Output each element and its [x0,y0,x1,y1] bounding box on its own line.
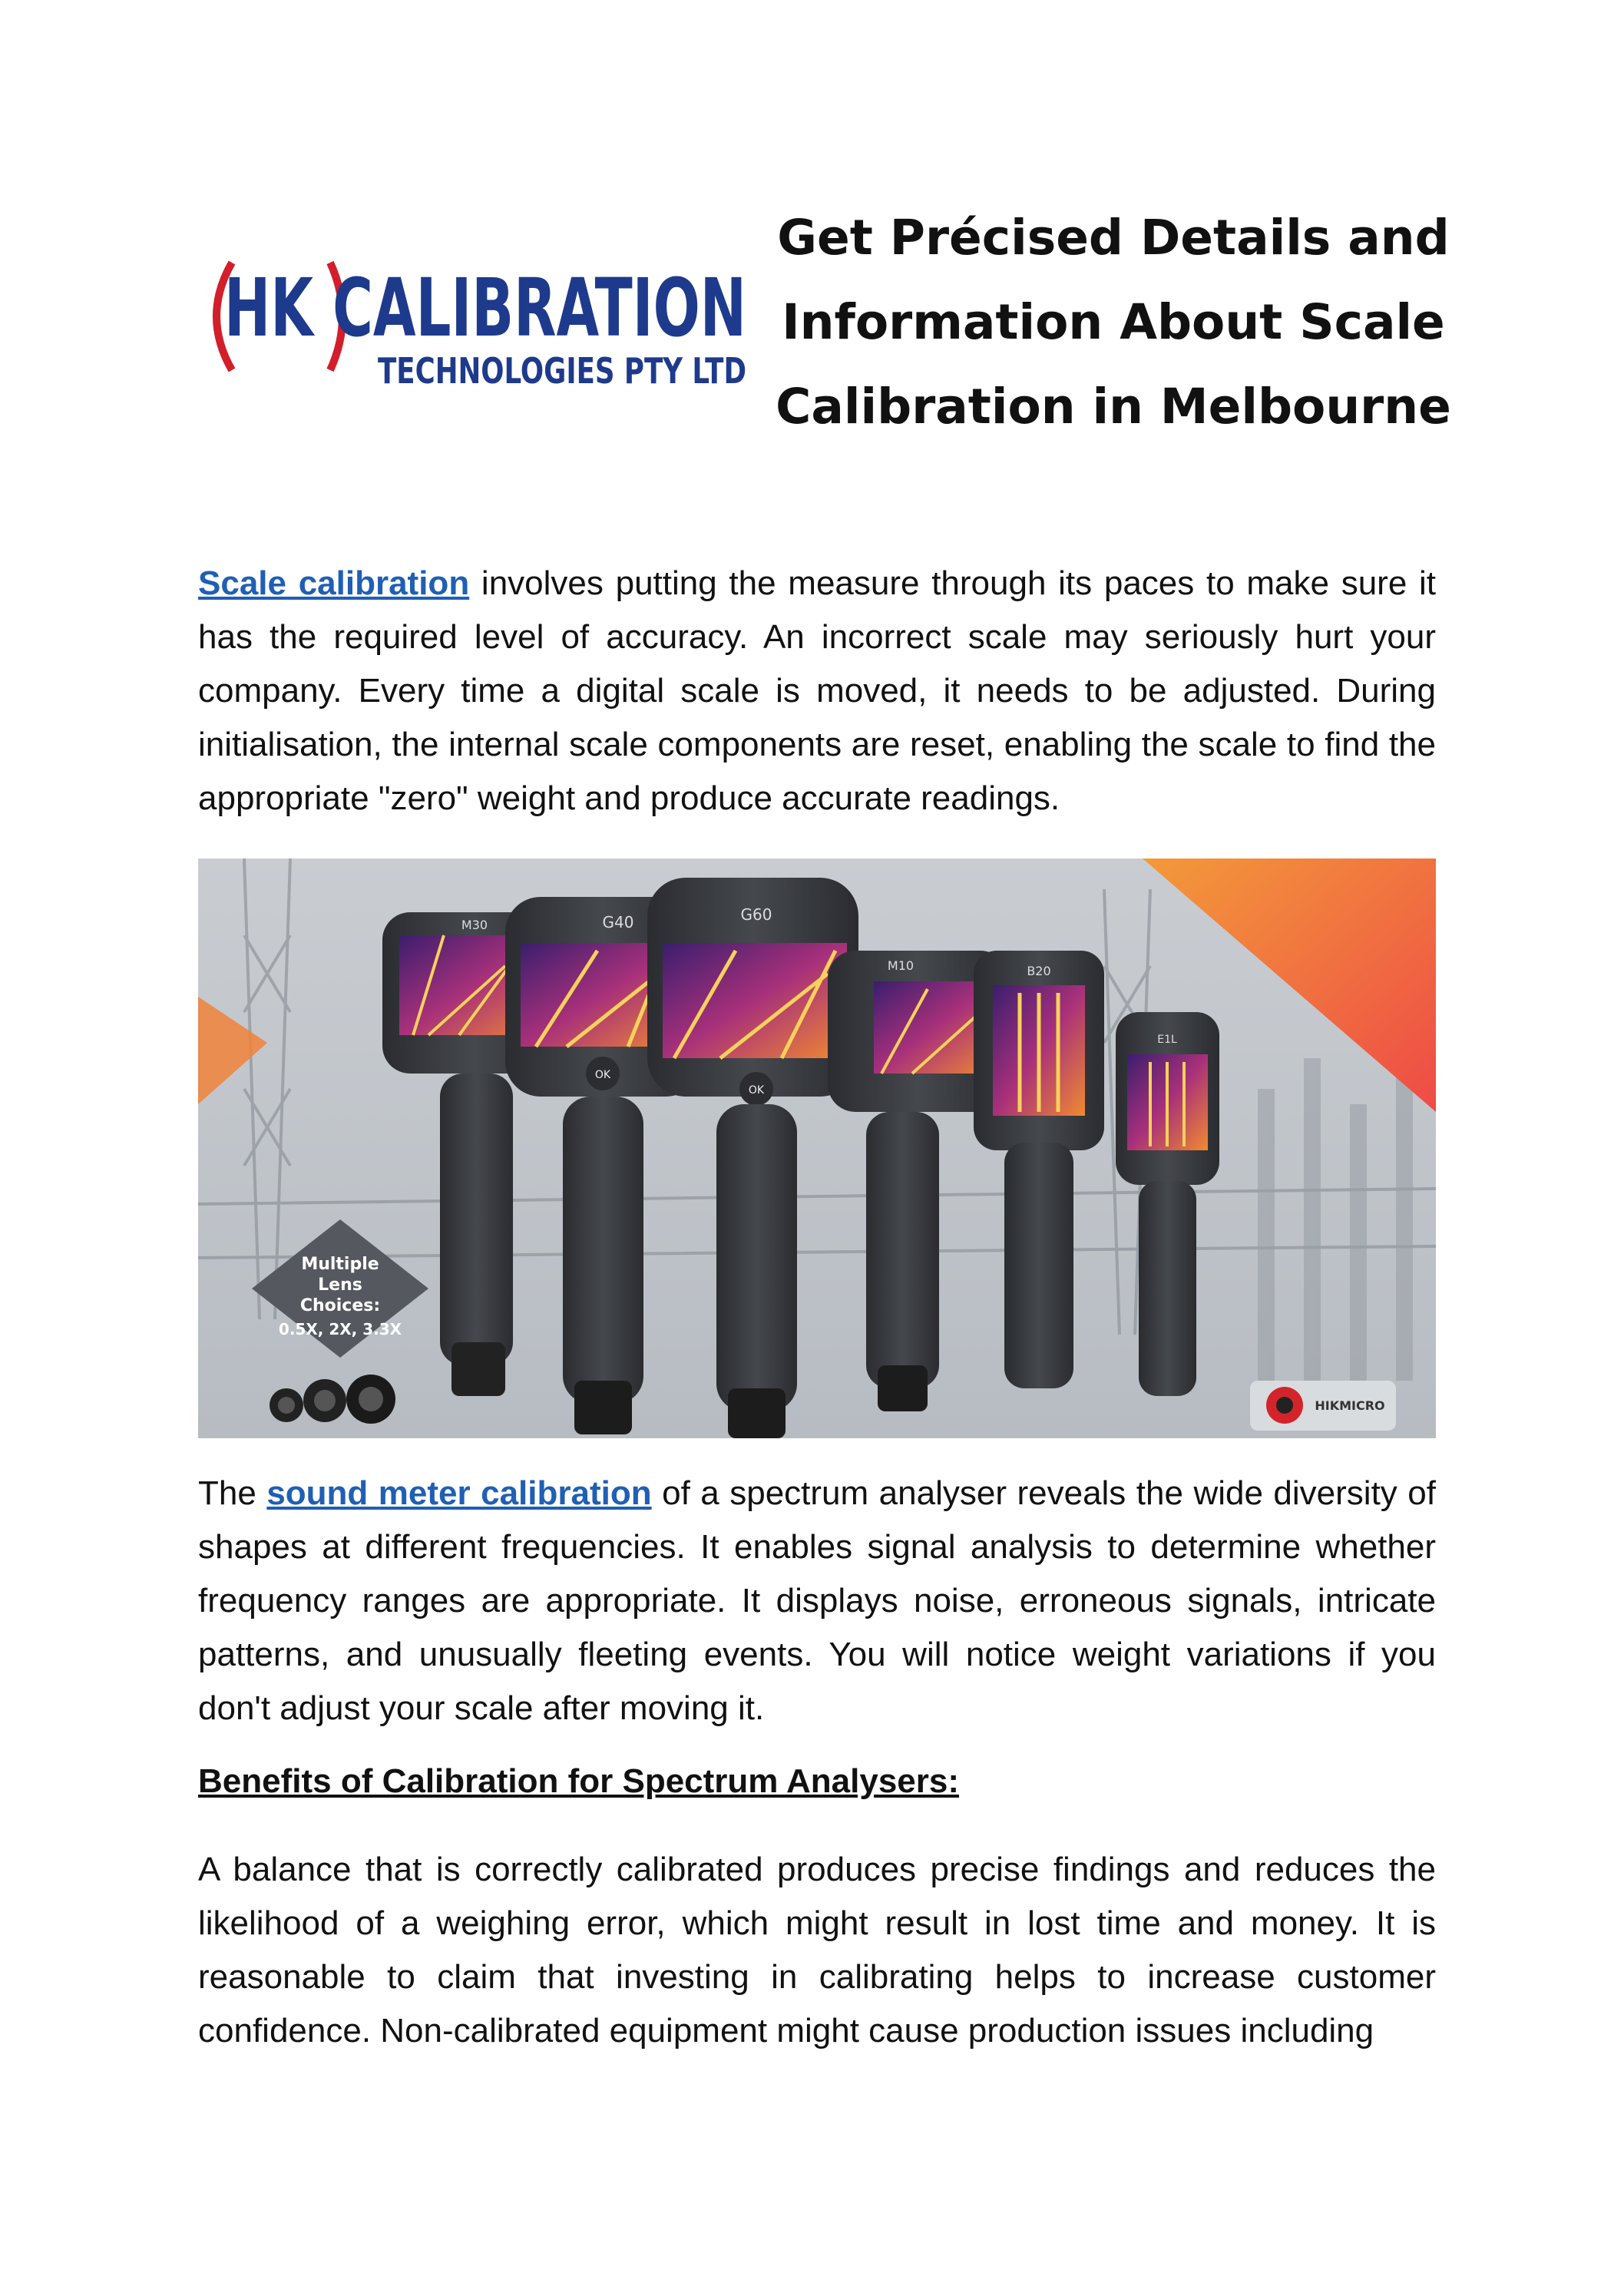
title-line-1: Get Précised Details and [777,210,1450,266]
badge-line-1: Multiple [301,1255,379,1274]
camera-label-m30: M30 [461,918,488,932]
sound-meter-calibration-link[interactable]: sound meter calibration [266,1474,652,1512]
page-title [768,196,1459,449]
title-line-3: Calibration in Melbourne [776,379,1451,435]
benefits-heading: Benefits of Calibration for Spectrum Analysers: [198,1762,960,1800]
title-line-2: Information About Scale [782,294,1445,350]
badge-line-4: 0.5X, 2X, 3.3X [278,1320,402,1338]
intro-paragraph [198,557,1436,825]
intro-paragraph-text: involves putting the measure through its paces to make sure it has the required level of accuracy. An incorrect scale may seriously hurt your company. Every time a digital scale is moved, it needs to be adjusted. During initialisation, the internal scale components are reset, enabling the scale to find the appropriate "zero" weight and produce accurate readings. [198,564,1437,817]
hikmicro-dongle [1250,1381,1396,1431]
camera-label-b20: B20 [1027,964,1051,978]
camera-label-e1l: E1L [1157,1034,1177,1046]
badge-line-3: Choices: [299,1296,381,1315]
sound-meter-paragraph [198,1467,1436,1735]
sound-meter-paragraph-text: of a spectrum analyser reveals the wide diversity of shapes at different frequencies. It enables signal analysis to determine whether frequency ranges are appropriate. It displays noise, erroneous signals, intricate patterns, and unusually fleeting events. You will notice weight variations if you don't adjust your scale after moving it. [198,1474,1436,1727]
camera-label-m10: M10 [887,958,915,973]
badge-line-2: Lens [318,1275,362,1295]
thermal-cameras-image [198,859,1436,1438]
benefits-paragraph: A balance that is correctly calibrated produces precise findings and reduces the likelihood of a weighing error, which might result in lost time and money. It is reasonable to claim that investing in calibrating helps to increase customer confidence. Non-calibrated equipment might cause production issues including [198,1851,1436,2050]
logo-sub-text: TECHNOLOGIES PTY LTD [378,350,746,392]
camera-label-g40: G40 [602,913,634,931]
company-logo [201,240,754,393]
ok-button-g60: OK [748,1084,765,1097]
logo-main-text: HK CALIBRATION [224,261,746,355]
scale-calibration-link[interactable]: Scale calibration [198,564,470,602]
sound-meter-prefix: The [198,1474,267,1512]
ok-button-g40: OK [594,1069,611,1081]
hikmicro-brand: HIKMICRO [1315,1398,1385,1413]
camera-label-g60: G60 [740,905,772,924]
